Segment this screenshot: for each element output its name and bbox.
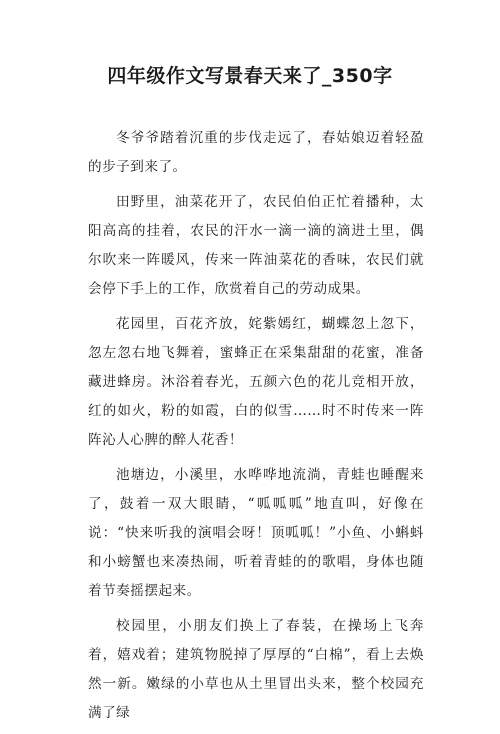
document-body (88, 124, 424, 734)
document-title: 四年级作文写景春天来了_350字 (107, 65, 393, 87)
paragraph-fields: 田野里，油菜花开了，农民伯伯正忙着播种，太阳高高的挂着，农民的汗水一滴一滴的滴进土里，偶尔吹来一阵暖风，传来一阵油菜花的香味，农民们就会停下手上的工作，欣赏着自己的劳动成果。 (88, 194, 424, 297)
paragraph-garden: 花园里，百花齐放，姹紫嫣红，蝴蝶忽上忽下，忽左忽右地飞舞着，蜜蜂正在采集甜甜的花蜜，准备藏进蜂房。沐浴着春光，五颜六色的花儿竞相开放，红的如火，粉的如霞，白的似雪……时不时传来一阵阵沁人心脾的醉人花香！ (88, 316, 424, 448)
paragraph-school: 校园里，小朋友们换上了春装，在操场上飞奔着，嬉戏着；建筑物脱掉了厚厚的“白棉”，看上去焕然一新。嫩绿的小草也从土里冒出头来，整个校园充满了绿 (88, 618, 424, 721)
paragraph-pond: 池塘边，小溪里，水哗哗地流淌，青蛙也睡醒来了，鼓着一双大眼睛，“呱呱呱”地直叫，好像在说：“快来听我的演唱会呀！顶呱呱！”小鱼、小蝌蚪和小螃蟹也来凑热闹，听着青蛙的的歌唱，身体也随着节奏摇摆起来。 (88, 467, 424, 599)
paragraph-winter-leaves: 冬爷爷踏着沉重的步伐走远了，春姑娘迈着轻盈的步子到来了。 (88, 130, 424, 175)
